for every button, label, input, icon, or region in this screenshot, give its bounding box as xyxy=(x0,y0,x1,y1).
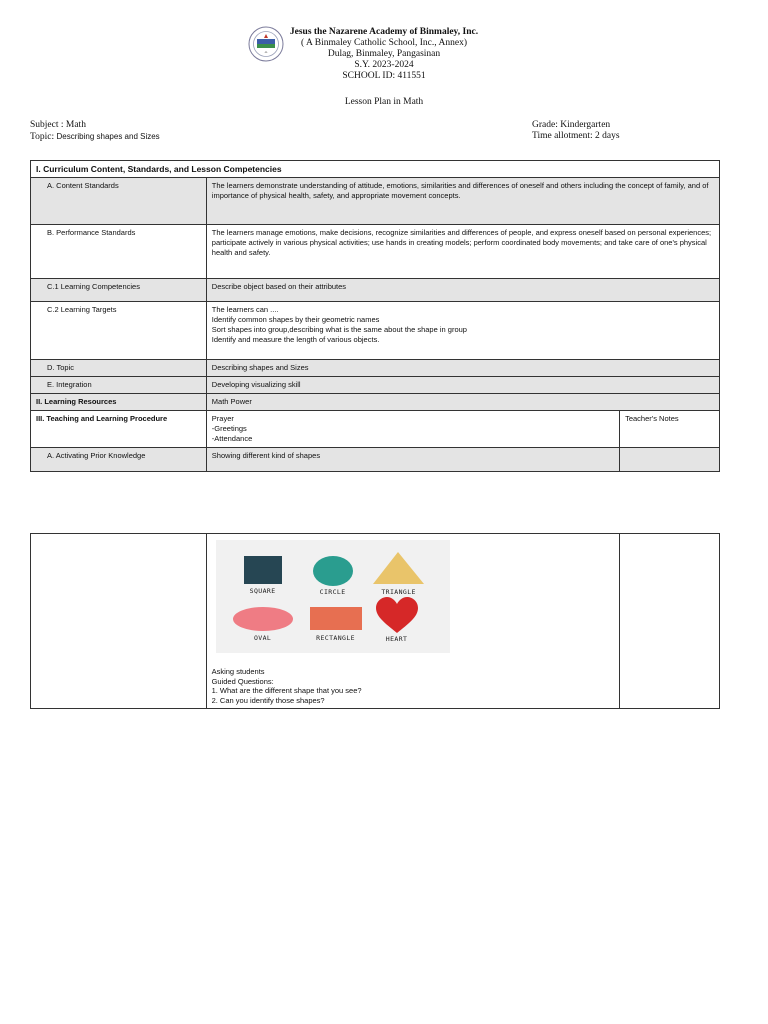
shapes-activity-content xyxy=(206,534,620,709)
learning-resources-row xyxy=(31,394,720,411)
procedure-row xyxy=(31,411,720,448)
guided-questions-title: Guided Questions: xyxy=(211,676,274,686)
integration-text: Developing visualizing skill xyxy=(206,377,719,394)
content-standards-label: A. Content Standards xyxy=(31,178,207,225)
shapes-activity-table xyxy=(30,533,720,709)
school-id: SCHOOL ID: 411551 xyxy=(342,71,426,81)
procedure-line: -Attendance xyxy=(211,434,253,443)
topic-line xyxy=(30,131,160,143)
procedure-line: Prayer xyxy=(211,414,234,423)
learning-targets-text xyxy=(206,302,719,360)
questions-intro: Asking students xyxy=(211,667,265,676)
rectangle-shape xyxy=(310,607,362,630)
learning-target-line: Sort shapes into group,describing what is the same about the shape in group xyxy=(211,325,467,334)
learning-competencies-label: C.1 Learning Competencies xyxy=(31,279,207,302)
lesson-plan-table xyxy=(30,160,720,472)
lesson-meta-right xyxy=(532,120,620,142)
procedure-label: III. Teaching and Learning Procedure xyxy=(31,411,207,448)
section-1-title: I. Curriculum Content, Standards, and Lesson Competencies xyxy=(31,161,720,178)
school-name: Jesus the Nazarene Academy of Binmaley, Inc. xyxy=(289,27,479,37)
learning-competencies-text: Describe object based on their attributes xyxy=(206,279,719,302)
topic-row xyxy=(31,360,720,377)
learning-resources-text: Math Power xyxy=(206,394,719,411)
triangle-shape xyxy=(373,552,424,584)
integration-row xyxy=(31,377,720,394)
section-1-header-row xyxy=(31,161,720,178)
performance-standards-label: B. Performance Standards xyxy=(31,225,207,279)
learning-target-line: The learners can .... xyxy=(211,305,279,314)
content-standards-text: The learners demonstrate understanding of attitude, emotions, similarities and differences of oneself and others including the concept of family, and of importance of physical health, safety, and appropriate movement concepts. xyxy=(206,178,719,225)
prior-knowledge-text: Showing different kind of shapes xyxy=(206,448,619,472)
svg-text:⁂: ⁂ xyxy=(264,50,268,54)
topic-row-label: D. Topic xyxy=(31,360,207,377)
school-header xyxy=(0,27,768,82)
shapes-activity-label-cell xyxy=(31,534,207,709)
learning-resources-label: II. Learning Resources xyxy=(31,394,207,411)
integration-label: E. Integration xyxy=(31,377,207,394)
lesson-meta-left xyxy=(30,120,160,143)
learning-targets-label: C.2 Learning Targets xyxy=(31,302,207,360)
topic-label: Topic: xyxy=(30,132,57,142)
grade-line: Grade: Kindergarten xyxy=(532,120,611,130)
learning-target-line: Identify common shapes by their geometric names xyxy=(211,315,380,324)
topic-value: Describing shapes and Sizes xyxy=(56,132,160,141)
square-label: SQUARE xyxy=(249,587,276,595)
performance-standards-row xyxy=(31,225,720,279)
prior-knowledge-notes xyxy=(620,448,720,472)
procedure-text xyxy=(206,411,619,448)
topic-row-text: Describing shapes and Sizes xyxy=(206,360,719,377)
guided-question: 1. What are the different shape that you see? xyxy=(211,686,362,695)
heart-label: HEART xyxy=(385,635,408,643)
oval-label: OVAL xyxy=(253,634,272,642)
shapes-activity-row xyxy=(31,534,720,709)
shapes-activity-notes xyxy=(620,534,720,709)
circle-label: CIRCLE xyxy=(319,588,346,596)
teachers-notes-header: Teacher's Notes xyxy=(620,411,720,448)
lesson-plan-title: Lesson Plan in Math xyxy=(344,97,424,107)
performance-standards-text: The learners manage emotions, make decisions, recognize similarities and differences of people, and express oneself based on personal experiences; participate actively in various physical activities; use hands in creating models; perform coordinated body movements; and take care of one's physical health and safety. xyxy=(206,225,719,279)
content-standards-row xyxy=(31,178,720,225)
school-year: S.Y. 2023-2024 xyxy=(354,60,414,70)
heart-shape xyxy=(376,597,418,633)
triangle-label: TRIANGLE xyxy=(381,588,416,596)
learning-targets-row xyxy=(31,302,720,360)
school-address: Dulag, Binmaley, Pangasinan xyxy=(327,49,441,59)
learning-competencies-row xyxy=(31,279,720,302)
circle-shape xyxy=(313,556,353,586)
time-allotment-line: Time allotment: 2 days xyxy=(532,131,620,141)
guided-question: 2. Can you identify those shapes? xyxy=(211,695,325,705)
subject-line: Subject : Math xyxy=(30,120,86,130)
procedure-line: -Greetings xyxy=(211,424,247,433)
school-subtitle: ( A Binmaley Catholic School, Inc., Annex) xyxy=(301,38,467,48)
rectangle-label: RECTANGLE xyxy=(316,634,355,642)
prior-knowledge-row xyxy=(31,448,720,472)
learning-target-line: Identify and measure the length of various objects. xyxy=(211,335,380,344)
oval-shape xyxy=(233,607,293,631)
shapes-image xyxy=(216,540,450,653)
prior-knowledge-label: A. Activating Prior Knowledge xyxy=(31,448,207,472)
square-shape xyxy=(244,556,282,584)
